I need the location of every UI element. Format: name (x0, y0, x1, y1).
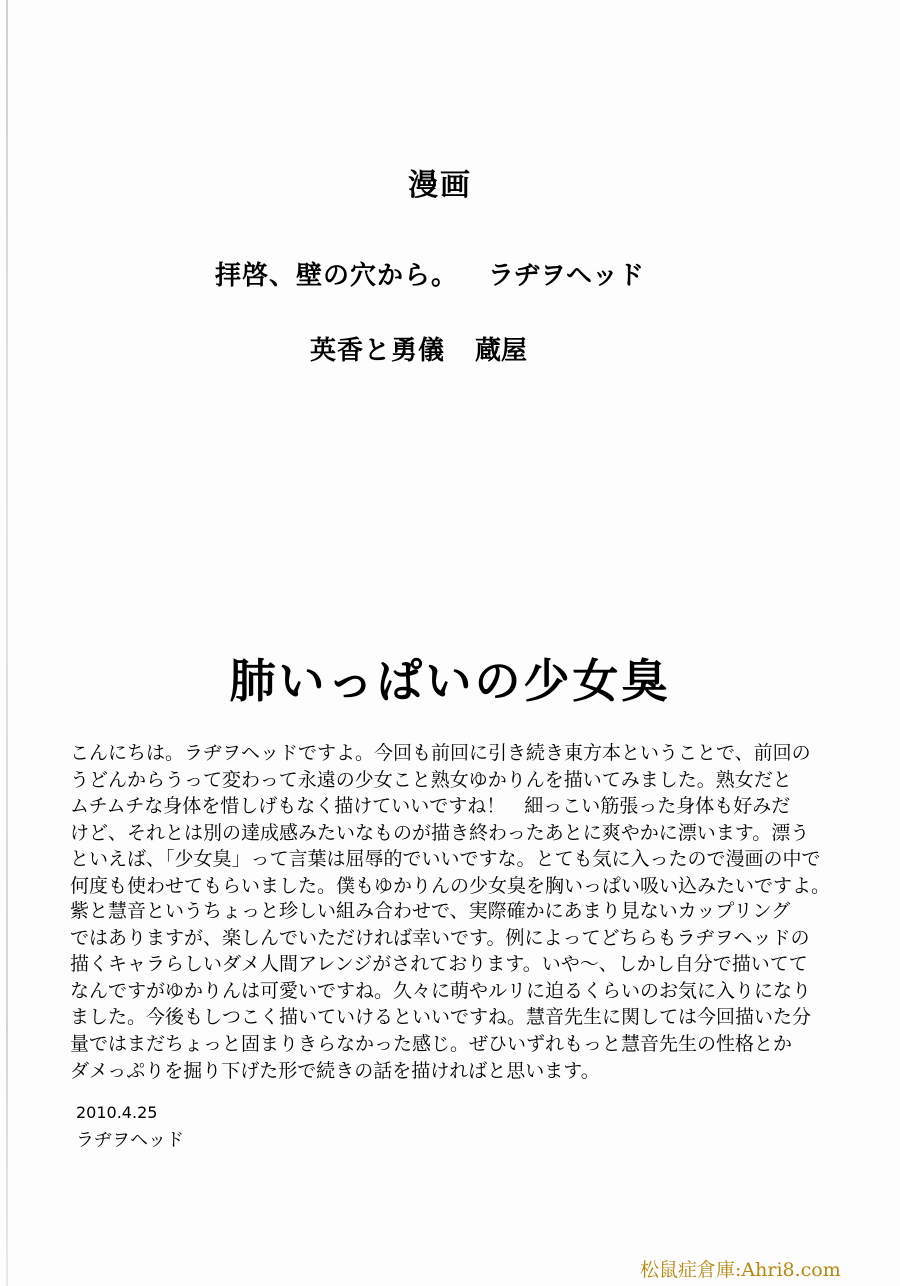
credit-entry (215, 255, 644, 292)
afterword-signature: ラヂヲヘッド (76, 1130, 184, 1151)
watermark: 松鼠症倉庫:Ahri8.com (640, 1259, 841, 1281)
afterword-paragraph-1: こんにちは。ラヂヲヘッドですよ。今回も前回に引き続き東方本ということで、前回の うどんからうって変わって永遠の少女こと熟女ゆかりんを描いてみました。熟女だと ムチムチな身体を惜しげもなく描けていいですね！ 細っこい筋張った身体も好みだ けど、それとは別の達成感みたいなものが描き終わったあとに爽やかに漂います。漂う といえば、「少女臭」って言葉は屈辱的でいいですな。とても気に入ったので漫画の中で 何度も使わせてもらいました。僕もゆかりんの少女臭を胸いっぱい吸い込みたいですよ。 (70, 742, 831, 897)
credit-author: 蔵屋 (475, 336, 528, 366)
credit-entry (310, 330, 527, 367)
credit-work-title: 英香と勇儀 (310, 336, 446, 366)
credit-author: ラヂヲヘッド (488, 261, 645, 291)
afterword-paragraph-2: 紫と慧音というちょっと珍しい組み合わせで、実際確かにあまり見ないカップリング ではありますが、楽しんでいただければ幸いです。例によってどちらもラヂヲヘッドの 描くキャラらしいダメ人間アレンジがされております。いや～、しかし自分で描いてて なんですがゆかりんは可愛いですね。久々に萌やルリに迫るくらいのお気に入りになり ました。今後もしつこく描いていけるといいですね。慧音先生に関しては今回描いた分 量ではまだちょっと固まりきらなかった感じ。ぜひいずれもっと慧音先生の性格とか ダメっぷりを掘り下げた形で続きの話を描ければと思います。 (70, 900, 812, 1082)
credit-work-title: 拝啓、壁の穴から。 (215, 261, 459, 291)
afterword-date: 2010.4.25 (76, 1103, 158, 1122)
contents-heading: 漫画 (408, 168, 472, 203)
afterword-title: 肺いっぱいの少女臭 (229, 654, 671, 708)
